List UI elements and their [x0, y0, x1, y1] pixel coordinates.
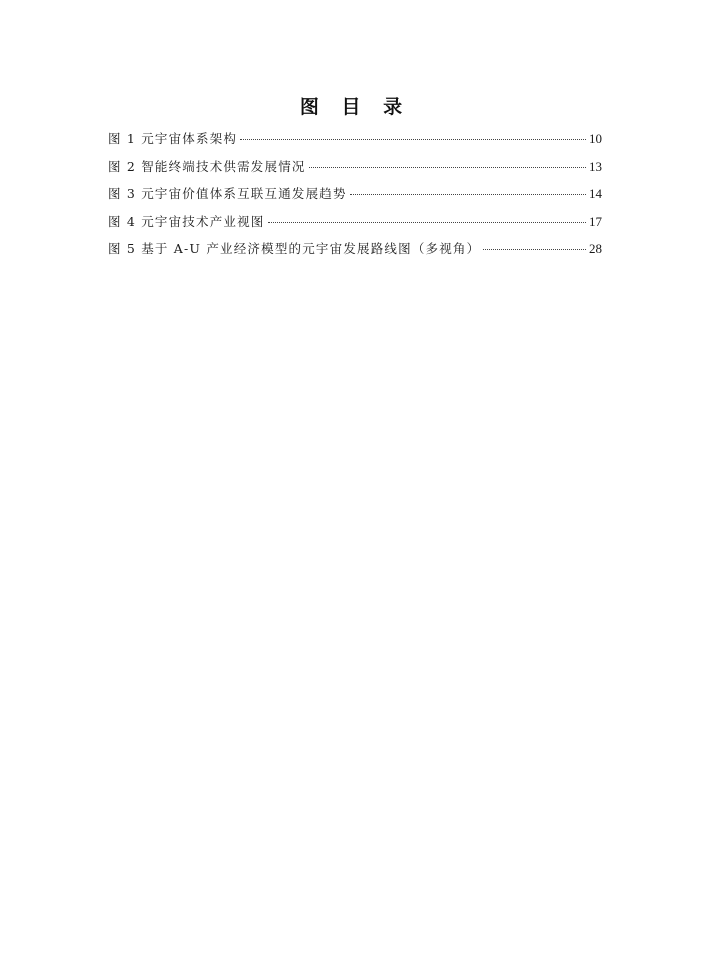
- dot-leader: [309, 167, 586, 168]
- entry-label: 图 2 智能终端技术供需发展情况: [108, 158, 306, 174]
- page-title: 图 目 录: [299, 96, 411, 118]
- entry-page-number: 17: [589, 213, 602, 229]
- dot-leader: [350, 194, 586, 195]
- entry-page-number: 13: [589, 158, 602, 174]
- toc-entry[interactable]: [108, 125, 602, 153]
- toc-entry[interactable]: [108, 153, 602, 181]
- toc-entry[interactable]: [108, 235, 602, 263]
- toc-entry[interactable]: [108, 208, 602, 236]
- entry-label: 图 1 元宇宙体系架构: [108, 131, 238, 146]
- toc-entry[interactable]: [108, 180, 602, 208]
- entry-page-number: 28: [589, 241, 602, 256]
- entry-page-number: 10: [589, 131, 602, 146]
- entry-label: 图 5 基于 A-U 产业经济模型的元宇宙发展路线图（多视角）: [108, 241, 481, 256]
- entry-label: 图 3 元宇宙价值体系互联互通发展趋势: [108, 186, 347, 201]
- entry-label: 图 4 元宇宙技术产业视图: [108, 213, 265, 229]
- dot-leader: [240, 139, 586, 140]
- entry-page-number: 14: [589, 186, 602, 201]
- dot-leader: [268, 222, 586, 223]
- figure-list: [108, 125, 602, 263]
- dot-leader: [483, 249, 586, 250]
